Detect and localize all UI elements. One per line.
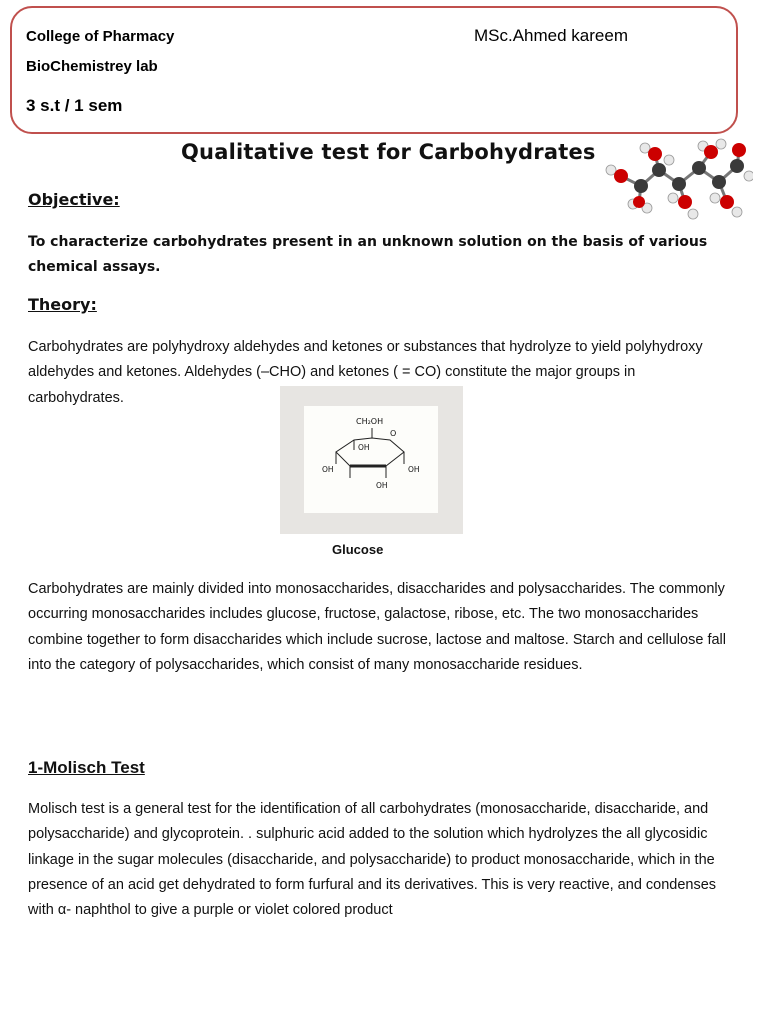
theory-paragraph-1: Carbohydrates are polyhydroxy aldehydes and ketones or substances that hydrolyze to yield polyhydroxy aldehydes and ketones. Aldehydes (–CHO) and ketones ( = CO) constitute the major groups in carbohydrates. xyxy=(28,339,703,406)
oh-label-2: OH xyxy=(376,481,388,490)
semester-label: 3 s.t / 1 sem xyxy=(26,96,123,115)
theory-heading: Theory: xyxy=(28,295,97,314)
molisch-heading: 1-Molisch Test xyxy=(28,758,145,777)
page-title: Qualitative test for Carbohydrates xyxy=(181,140,596,164)
oh-label-1: OH xyxy=(408,465,420,474)
objective-heading: Objective: xyxy=(28,190,120,209)
college-name: College of Pharmacy xyxy=(26,28,175,45)
glucose-caption: Glucose xyxy=(332,542,384,557)
lab-name: BioChemistrey lab xyxy=(26,58,158,75)
oh-label-3: OH xyxy=(322,465,334,474)
glucose-ring-diagram xyxy=(304,406,438,513)
oh-label-4: OH xyxy=(358,443,370,452)
theory-paragraph-2: Carbohydrates are mainly divided into monosaccharides, disaccharides and polysaccharides. The commonly occurring monosaccharides includes glucose, fructose, galactose, ribose, etc. The two monosaccharides combine together to form disaccharides which include sucrose, lactose and maltose. Starch and cellulose fall into the category of polysaccharides, which consist of many monosaccharide residues. xyxy=(28,581,726,673)
molecule-model-image xyxy=(603,138,753,220)
ring-oxygen-label: O xyxy=(390,429,397,438)
ch2oh-label: CH₂OH xyxy=(356,417,384,426)
author-name: MSc.Ahmed kareem xyxy=(474,26,628,45)
objective-text: To characterize carbohydrates present in an unknown solution on the basis of various chemical assays. xyxy=(28,234,708,275)
molisch-paragraph: Molisch test is a general test for the identification of all carbohydrates (monosaccharide, disaccharide, and polysaccharide) and glycoprotein. . sulphuric acid added to the solution which hydrolyzes the all glycosidic linkage in the sugar molecules (disaccharide, and polysaccharide) to product monosaccharide, which in the presence of an acid get dehydrated to form furfural and its derivatives. This is very reactive, and condenses with α- naphthol to give a purple or violet colored product xyxy=(28,801,717,919)
glucose-structure-canvas xyxy=(304,406,438,513)
glucose-structure-figure xyxy=(280,386,463,534)
